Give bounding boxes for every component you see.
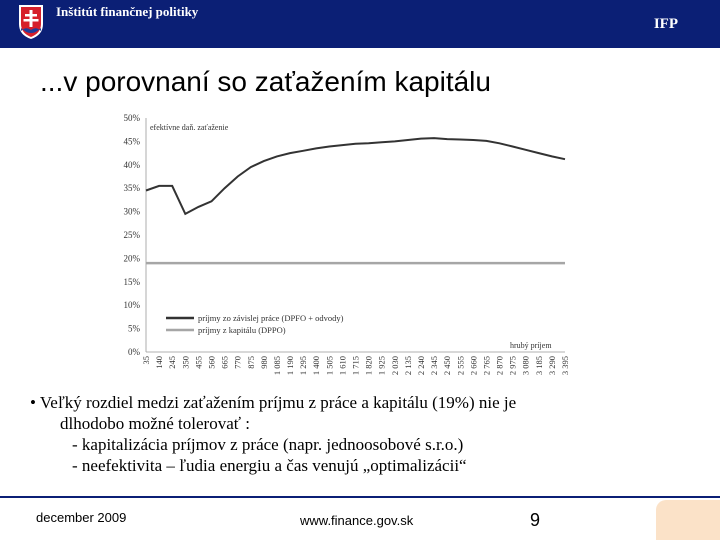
y-tick-label: 15% xyxy=(123,276,140,287)
y-tick-label: 20% xyxy=(123,253,140,264)
sub-bullet-capitalization: - kapitalizácia príjmov z práce (napr. jednoosobové s.r.o.) xyxy=(72,435,464,454)
x-tick-label: 2 450 xyxy=(442,356,453,376)
footer-divider xyxy=(0,496,720,498)
x-tick-label: 1 505 xyxy=(324,356,335,376)
legend-label: príjmy z kapitálu (DPPO) xyxy=(198,325,286,335)
y-tick-label: 45% xyxy=(123,136,140,147)
tax-burden-line-chart xyxy=(110,112,580,384)
y-tick-label: 40% xyxy=(123,159,140,170)
x-tick-label: 2 345 xyxy=(429,356,440,376)
x-tick-label: 665 xyxy=(219,356,230,369)
footer-date: december 2009 xyxy=(36,510,127,525)
organization-name: Inštitút finančnej politiky xyxy=(56,4,199,19)
bullet-continuation: dlhodobo možné tolerovať : xyxy=(60,414,250,433)
y-tick-label: 25% xyxy=(123,230,140,240)
chart-series xyxy=(146,138,565,263)
y-tick-label: 0% xyxy=(128,347,140,357)
y-tick-label: 50% xyxy=(123,113,140,123)
bullet-list xyxy=(30,392,700,476)
x-tick-label: 560 xyxy=(206,356,217,369)
x-tick-label: 350 xyxy=(180,356,191,369)
x-tick-label: 245 xyxy=(167,356,178,369)
y-tick-label: 35% xyxy=(123,183,140,194)
y-tick-label: 10% xyxy=(123,300,140,311)
y-axis xyxy=(124,113,147,357)
sub-bullet-inefficiency: - neefektivita – ľudia energiu a čas venujú „optimalizácii“ xyxy=(72,456,467,475)
x-tick-label: 1 190 xyxy=(285,356,296,376)
bullet-main: • Veľký rozdiel medzi zaťažením príjmu z práce a kapitálu (19%) nie je xyxy=(30,393,517,412)
x-tick-label: 1 820 xyxy=(363,356,374,376)
legend-label: príjmy zo závislej práce (DPFO + odvody) xyxy=(198,313,344,323)
x-tick-label: 1 085 xyxy=(271,356,282,376)
x-tick-label: 2 135 xyxy=(402,356,413,376)
ifp-badge: IFP xyxy=(653,16,678,32)
header-bar xyxy=(0,0,720,48)
x-axis xyxy=(141,352,570,375)
x-tick-label: 3 290 xyxy=(546,356,557,376)
footer-decoration xyxy=(656,500,720,540)
x-tick-label: 1 610 xyxy=(337,356,348,376)
x-tick-label: 980 xyxy=(258,356,269,369)
chart-title: efektívne daň. zaťaženie xyxy=(150,123,229,132)
x-tick-label: 2 240 xyxy=(415,356,426,376)
x-tick-label: 2 975 xyxy=(507,356,518,376)
slide-title: ...v porovnaní so zaťažením kapitálu xyxy=(40,66,491,97)
y-tick-label: 30% xyxy=(123,206,140,217)
x-tick-label: 455 xyxy=(193,356,204,369)
x-tick-label: 2 030 xyxy=(389,356,400,376)
labor-income-line xyxy=(146,138,565,214)
x-tick-label: 875 xyxy=(245,356,256,369)
x-tick-label: 1 400 xyxy=(311,356,322,376)
footer-url[interactable]: www.finance.gov.sk xyxy=(300,513,414,528)
chart-legend xyxy=(166,313,344,335)
page-number: 9 xyxy=(530,510,541,530)
x-tick-label: 1 295 xyxy=(298,356,309,376)
x-tick-label: 140 xyxy=(154,356,165,369)
x-tick-label: 770 xyxy=(232,356,243,369)
x-tick-label: 1 715 xyxy=(350,356,361,376)
x-tick-label: 1 925 xyxy=(376,356,387,376)
x-tick-label: 3 395 xyxy=(560,356,570,376)
coat-of-arms-icon xyxy=(18,4,44,40)
x-axis-label: hrubý príjem xyxy=(510,341,552,350)
x-tick-label: 2 660 xyxy=(468,356,479,376)
x-tick-label: 3 080 xyxy=(520,356,531,376)
x-tick-label: 3 185 xyxy=(533,356,544,376)
x-tick-label: 35 xyxy=(141,356,151,365)
y-tick-label: 5% xyxy=(128,323,140,334)
x-tick-label: 2 765 xyxy=(481,356,492,376)
x-tick-label: 2 870 xyxy=(494,356,505,376)
x-tick-label: 2 555 xyxy=(455,356,466,376)
